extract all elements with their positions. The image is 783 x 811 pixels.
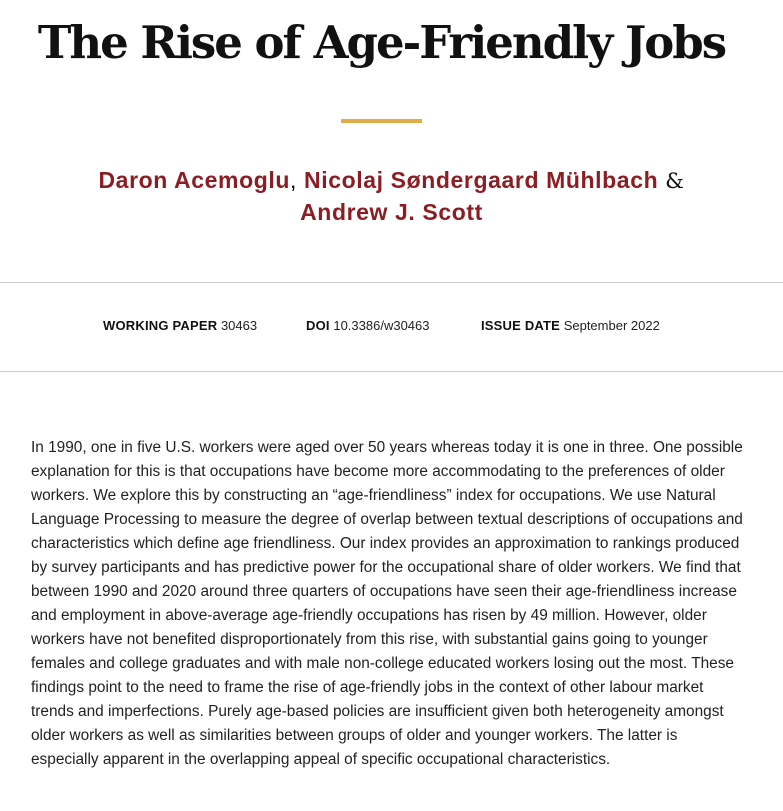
author-separator: , bbox=[290, 167, 298, 193]
doi-value: 10.3386/w30463 bbox=[333, 318, 430, 333]
issue-date-label: ISSUE DATE bbox=[481, 318, 561, 333]
title-accent-bar bbox=[341, 119, 422, 123]
meta-top-divider bbox=[0, 282, 783, 283]
working-paper-number bbox=[103, 318, 257, 333]
abstract-text: In 1990, one in five U.S. workers were aged over 50 years whereas today it is one in three. One possible explanation for this is that occupations have become more accommodating to the preferences of older workers. We explore this by constructing an “age-friendliness” index for occupations. We use Natural Language Processing to measure the degree of overlap between textual descriptions of occupations and characteristics which define age friendliness. Our index provides an approximation to rankings produced by survey participants and has predictive power for the occupational share of older workers. We find that between 1990 and 2020 around three quarters of occupations have seen their age-friendliness increase and employment in above-average age-friendly occupations has risen by 49 million. However, older workers have not benefited disproportionately from this rise, with substantial gains going to younger females and college graduates and with male non-college educated workers losing out the most. These findings point to the need to frame the rise of age-friendly jobs in the context of other labour market trends and imperfections. Purely age-based policies are insufficient given both heterogeneity amongst older workers as well as similarities between groups of older and younger workers. The latter is especially apparent in the overlapping appeal of specific occupational characteristics. bbox=[31, 439, 743, 768]
working-paper-value: 30463 bbox=[220, 318, 258, 333]
author-conjunction: & bbox=[665, 169, 685, 193]
doi-label: DOI bbox=[306, 318, 330, 333]
author-link-acemoglu[interactable]: Daron Acemoglu bbox=[98, 167, 291, 193]
issue-date-value: September 2022 bbox=[563, 318, 660, 333]
doi bbox=[306, 318, 430, 333]
author-list bbox=[20, 165, 763, 228]
paper-title: The Rise of Age-Friendly Jobs bbox=[37, 16, 726, 69]
issue-date bbox=[481, 318, 660, 333]
author-link-scott[interactable]: Andrew J. Scott bbox=[300, 199, 483, 225]
author-link-muhlbach[interactable]: Nicolaj Søndergaard Mühlbach bbox=[304, 167, 659, 193]
meta-bottom-divider bbox=[0, 371, 783, 372]
working-paper-label: WORKING PAPER bbox=[103, 318, 218, 333]
